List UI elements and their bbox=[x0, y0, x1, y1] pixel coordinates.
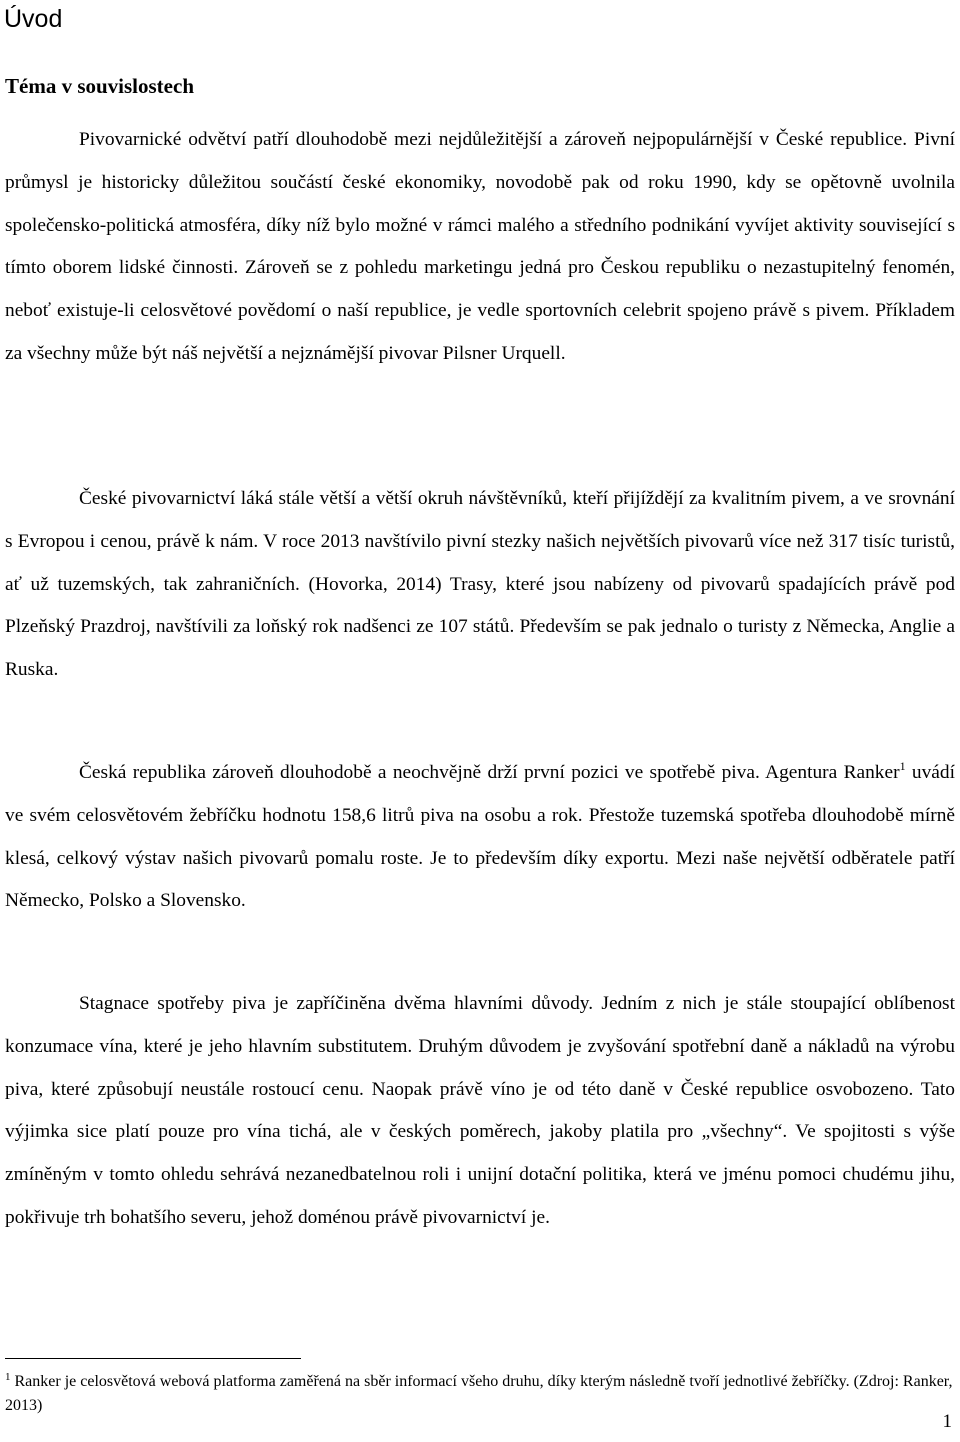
paragraph-2: České pivovarnictví láká stále větší a větší okruh návštěvníků, kteří přijíždějí za kvalitním pivem, a ve srovnání s Evropou i cenou, právě k nám. V roce 2013 navštívilo pivní stezky našich největších pivovarů více než 317 tisíc turistů, ať už tuzemských, tak zahraničních. (Hovorka, 2014) Trasy, které jsou nabízeny od pivovarů spadajících právě pod Plzeňský Prazdroj, navštívili za loňský rok nadšenci ze 107 států. Především se pak jednalo o turisty z Německa, Anglie a Ruska. bbox=[5, 488, 955, 681]
section-subheading: Téma v souvislostech bbox=[5, 74, 194, 98]
paragraph-1: Pivovarnické odvětví patří dlouhodobě mezi nejdůležitější a zároveň nejpopulárnější v České republice. Pivní průmysl je historicky důležitou součástí české ekonomiky, novodobě pak od roku 1990, kdy se opětovně uvolnila společensko-politická atmosféra, díky níž bylo možné v rámci malého a středního podnikání vyvíjet aktivity související s tímto oborem lidské činnosti. Zároveň se z pohledu marketingu jedná pro Českou republiku o nezastupitelný fenomén, neboť existuje-li celosvětové povědomí o naší republice, je vedle sportovních celebrit spojeno právě s pivem. Příkladem za všechny může být náš největší a nejznámější pivovar Pilsner Urquell. bbox=[5, 129, 955, 364]
paragraph-3-text-start: Česká republika zároveň dlouhodobě a neochvějně drží první pozici ve spotřebě piva. Agentura Ranker bbox=[79, 762, 900, 783]
footnote-marker: 1 bbox=[5, 1371, 11, 1383]
footnote-separator bbox=[5, 1358, 301, 1359]
footnote-reference-marker: 1 bbox=[899, 759, 906, 773]
footnote bbox=[5, 1370, 955, 1418]
paragraph-4: Stagnace spotřeby piva je zapříčiněna dvěma hlavními důvody. Jedním z nich je stále stoupající oblíbenost konzumace vína, které je jeho hlavním substitutem. Druhým důvodem je zvyšování spotřební daně a nákladů na výrobu piva, které způsobují neustále rostoucí cenu. Naopak právě víno je od této daně v České republice osvobozeno. Tato výjimka sice platí pouze pro vína tichá, ale v českých poměrech, jakoby platila pro „všechny“. Ve spojitosti s výše zmíněným v tomto ohledu sehrává nezanedbatelnou roli i unijní dotační politika, která ve jménu pomoci chudému jihu, pokřivuje trh bohatšího severu, jehož doménou právě pivovarnictví je. bbox=[5, 993, 955, 1228]
footnote-text: Ranker je celosvětová webová platforma zaměřená na sběr informací všeho druhu, díky kterým následně tvoří jednotlivé žebříčky. (Zdroj: Ranker, 2013) bbox=[5, 1373, 953, 1414]
paragraph-3-text-end: uvádí ve svém celosvětovém žebříčku hodnotu 158,6 litrů piva na osobu a rok. Přestože tuzemská spotřeba dlouhodobě mírně klesá, celkový výstav našich pivovarů pomalu roste. Je to především díky exportu. Mezi naše největší odběratele patří Německo, Polsko a Slovensko. bbox=[5, 762, 955, 912]
page-heading: Úvod bbox=[4, 5, 63, 33]
page-number: 1 bbox=[942, 1411, 952, 1432]
paragraph-3 bbox=[5, 752, 955, 923]
